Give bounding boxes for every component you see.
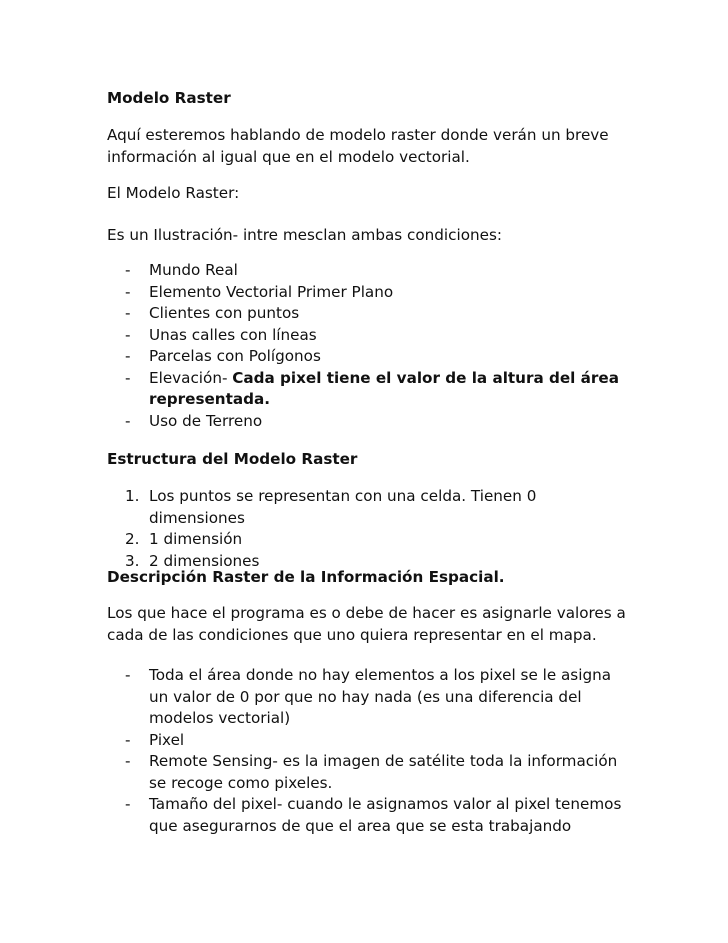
numbered-item-text: 1 dimensión — [149, 530, 243, 548]
intro-paragraph: Aquí esteremos hablando de modelo raster donde verán un breve información al igual que en el modelo vectorial. — [107, 126, 609, 166]
elevation-bold-text: Cada pixel tiene el valor de la altura del área representada. — [149, 368, 619, 408]
dash-marker: - — [125, 282, 131, 301]
structure-list — [107, 486, 627, 572]
dash-marker: - — [125, 304, 131, 322]
list-item-text: Unas calles con líneas — [149, 325, 317, 344]
dash-marker: - — [125, 411, 131, 430]
list-item-elevation — [107, 368, 627, 411]
section-heading-description: Descripción Raster de la Información Espacial. — [107, 568, 505, 586]
number-marker: 2. — [125, 530, 140, 548]
list-item — [107, 751, 627, 794]
list-item — [107, 260, 627, 282]
list-item — [107, 346, 627, 368]
pixel-list — [107, 665, 627, 837]
dash-marker: - — [125, 368, 131, 387]
list-item-text: Parcelas con Polígonos — [149, 347, 321, 365]
dash-marker: - — [125, 730, 131, 749]
list-item-text: Pixel — [149, 730, 185, 749]
list-item-text: Clientes con puntos — [149, 304, 300, 322]
section-description-paragraph: Los que hace el programa es o debe de hacer es asignarle valores a cada de las condiciones que uno quiera representar en el mapa. — [107, 604, 626, 644]
page-title: Modelo Raster — [107, 89, 231, 107]
description-text: Es un Ilustración- intre mesclan ambas condiciones: — [107, 226, 502, 244]
list-item-text: Mundo Real — [149, 261, 238, 279]
list-item — [107, 730, 627, 752]
list-item-text: Elemento Vectorial Primer Plano — [149, 282, 394, 301]
elevation-prefix: Elevación- — [149, 368, 233, 387]
dash-marker: - — [125, 347, 131, 365]
list-item-text: Uso de Terreno — [149, 411, 263, 430]
list-item-text: Toda el área donde no hay elementos a los pixel se le asigna un valor de 0 por que no hay nada (es una diferencia del modelos vectorial) — [149, 666, 612, 727]
numbered-item-text: 2 dimensiones — [149, 551, 260, 570]
list-item — [107, 411, 627, 433]
dash-marker: - — [125, 752, 131, 770]
number-marker: 3. — [125, 551, 140, 570]
numbered-item — [107, 486, 627, 529]
subtitle-text: El Modelo Raster: — [107, 184, 240, 202]
list-item — [107, 665, 627, 730]
dash-marker: - — [125, 666, 131, 684]
list-item — [107, 303, 627, 325]
dash-marker: - — [125, 795, 131, 813]
numbered-item-text: Los puntos se representan con una celda. Tienen 0 dimensiones — [149, 487, 537, 527]
list-item — [107, 325, 627, 347]
number-marker: 1. — [125, 487, 140, 505]
list-item — [107, 794, 627, 837]
features-list — [107, 260, 627, 432]
dash-marker: - — [125, 325, 131, 344]
numbered-item — [107, 529, 627, 551]
section-heading-structure: Estructura del Modelo Raster — [107, 450, 358, 468]
list-item-text: Tamaño del pixel- cuando le asignamos valor al pixel tenemos que asegurarnos de que el area que se esta trabajando — [149, 795, 622, 835]
dash-marker: - — [125, 261, 131, 279]
list-item-text: Remote Sensing- es la imagen de satélite toda la información se recoge como pixeles. — [149, 752, 618, 792]
list-item — [107, 282, 627, 304]
